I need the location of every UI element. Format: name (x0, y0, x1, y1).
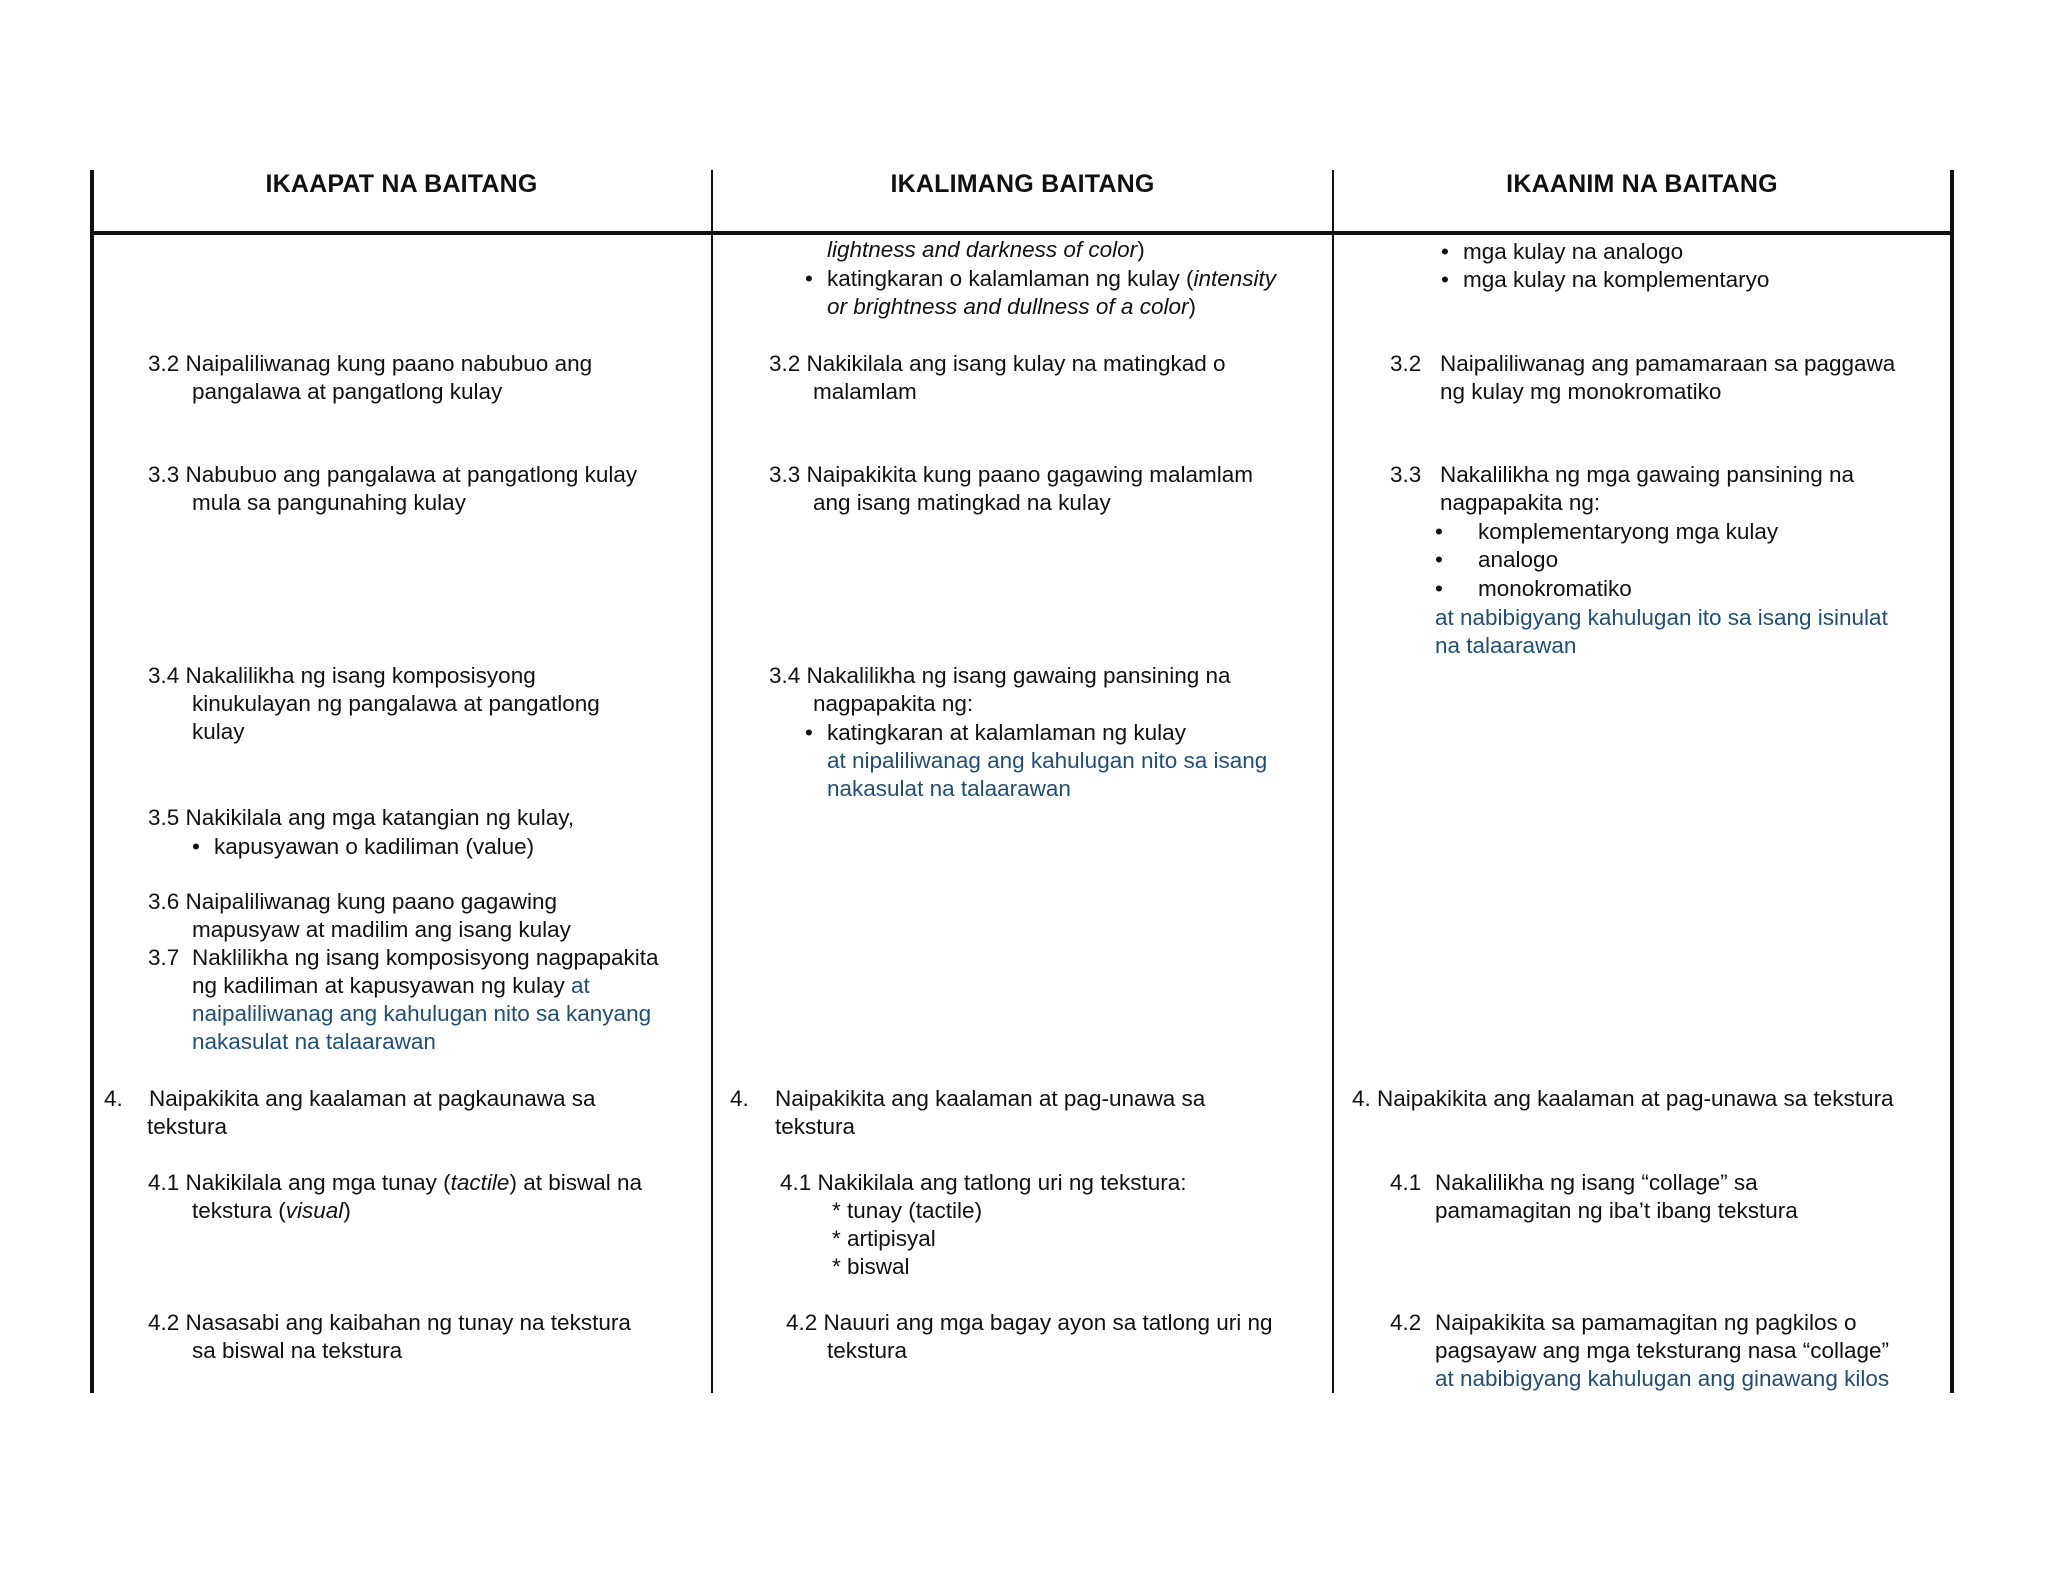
list-item: * biswal (832, 1254, 910, 1279)
list-item: • katingkaran o kalamlaman ng kulay (intensity (805, 266, 1276, 291)
header-bottom-rule (90, 231, 1954, 235)
column-divider-1 (711, 170, 713, 1393)
table-left-border (90, 170, 94, 1393)
header-grade-4: IKAAPAT NA BAITANG (265, 170, 538, 198)
list-item: • (1435, 519, 1443, 544)
list-item: • mga kulay na analogo (1441, 239, 1684, 264)
list-item: • (1435, 547, 1443, 572)
list-item: * artipisyal (832, 1226, 936, 1251)
list-item: • mga kulay na komplementaryo (1441, 267, 1770, 292)
list-item: • katingkaran at kalamlaman ng kulay (805, 720, 1186, 745)
table-right-border (1950, 170, 1954, 1393)
list-item: • (1435, 576, 1443, 601)
list-item: • kapusyawan o kadiliman (value) (192, 834, 535, 859)
list-item: * tunay (tactile) (832, 1198, 983, 1223)
column-divider-2 (1332, 170, 1334, 1393)
header-grade-6: IKAANIM NA BAITANG (1506, 170, 1778, 198)
header-grade-5: IKALIMANG BAITANG (890, 170, 1155, 198)
